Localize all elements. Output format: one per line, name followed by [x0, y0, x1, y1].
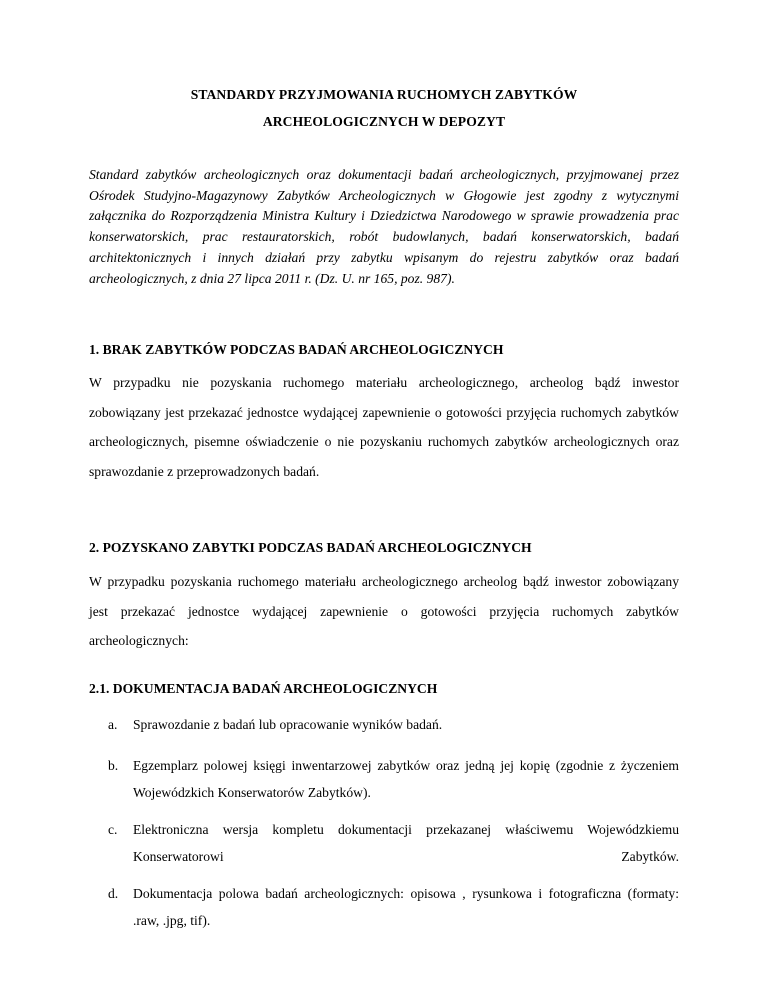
- document-title: [0, 81, 768, 135]
- list-item-text: Egzemplarz polowej księgi inwentarzowej zabytków oraz jedną jej kopię (zgodnie z życzeniem Wojewódzkich Konserwatorów Zabytków).: [133, 758, 679, 800]
- list-item: [89, 816, 679, 870]
- intro-paragraph: Standard zabytków archeologicznych oraz dokumentacji badań archeologicznych, przyjmowanej przez Ośrodek Studyjno-Magazynowy Zabytków Archeologicznych w Głogowie jest zgodny z wytycznymi załącznika do Rozporządzenia Ministra Kultury i Dziedzictwa Narodowego w sprawie prowadzenia prac konserwatorskich, prac restauratorskich, robót budowlanych, badań konserwatorskich, badań architektonicznych i innych działań przy zabytku wpisanym do rejestru zabytków oraz badań archeologicznych, z dnia 27 lipca 2011 r. (Dz. U. nr 165, poz. 987).: [89, 167, 679, 286]
- section-2-1-heading: 2.1. DOKUMENTACJA BADAŃ ARCHEOLOGICZNYCH: [89, 681, 438, 696]
- list-marker: b.: [108, 758, 119, 773]
- section-1-heading: 1. BRAK ZABYTKÓW PODCZAS BADAŃ ARCHEOLOGICZNYCH: [89, 342, 504, 357]
- list-item: [89, 752, 679, 806]
- title-line-2: ARCHEOLOGICZNYCH W DEPOZYT: [262, 114, 506, 129]
- list-marker: a.: [108, 717, 118, 732]
- list-item-text: Elektroniczna wersja kompletu dokumentacji przekazanej właściwemu Wojewódzkiemu Konserwatorowi Zabytków.: [133, 822, 679, 864]
- documentation-list: [89, 711, 679, 934]
- list-marker: c.: [108, 822, 118, 837]
- list-item: [89, 711, 679, 738]
- list-item: [89, 880, 679, 934]
- title-line-1: STANDARDY PRZYJMOWANIA RUCHOMYCH ZABYTKÓW: [190, 87, 578, 102]
- section-1-text: W przypadku nie pozyskania ruchomego materiału archeologicznego, archeolog bądź inwestor zobowiązany jest przekazać jednostce wydającej zapewnienie o gotowości przyjęcia ruchomych zabytków archeologicznych, pisemne oświadczenie o nie pozyskaniu ruchomych zabytków archeologicznych oraz sprawozdanie z przeprowadzonych badań.: [89, 375, 679, 479]
- list-item-text: Dokumentacja polowa badań archeologicznych: opisowa , rysunkowa i fotograficzna (formaty: .raw, .jpg, tif).: [133, 886, 679, 928]
- section-2-text: W przypadku pozyskania ruchomego materiału archeologicznego archeolog bądź inwestor zobowiązany jest przekazać jednostce wydającej zapewnienie o gotowości przyjęcia ruchomych zabytków archeologicznych:: [89, 574, 679, 648]
- list-marker: d.: [108, 886, 119, 901]
- section-2-heading: 2. POZYSKANO ZABYTKI PODCZAS BADAŃ ARCHEOLOGICZNYCH: [89, 540, 532, 555]
- list-item-text: Sprawozdanie z badań lub opracowanie wyników badań.: [133, 717, 443, 732]
